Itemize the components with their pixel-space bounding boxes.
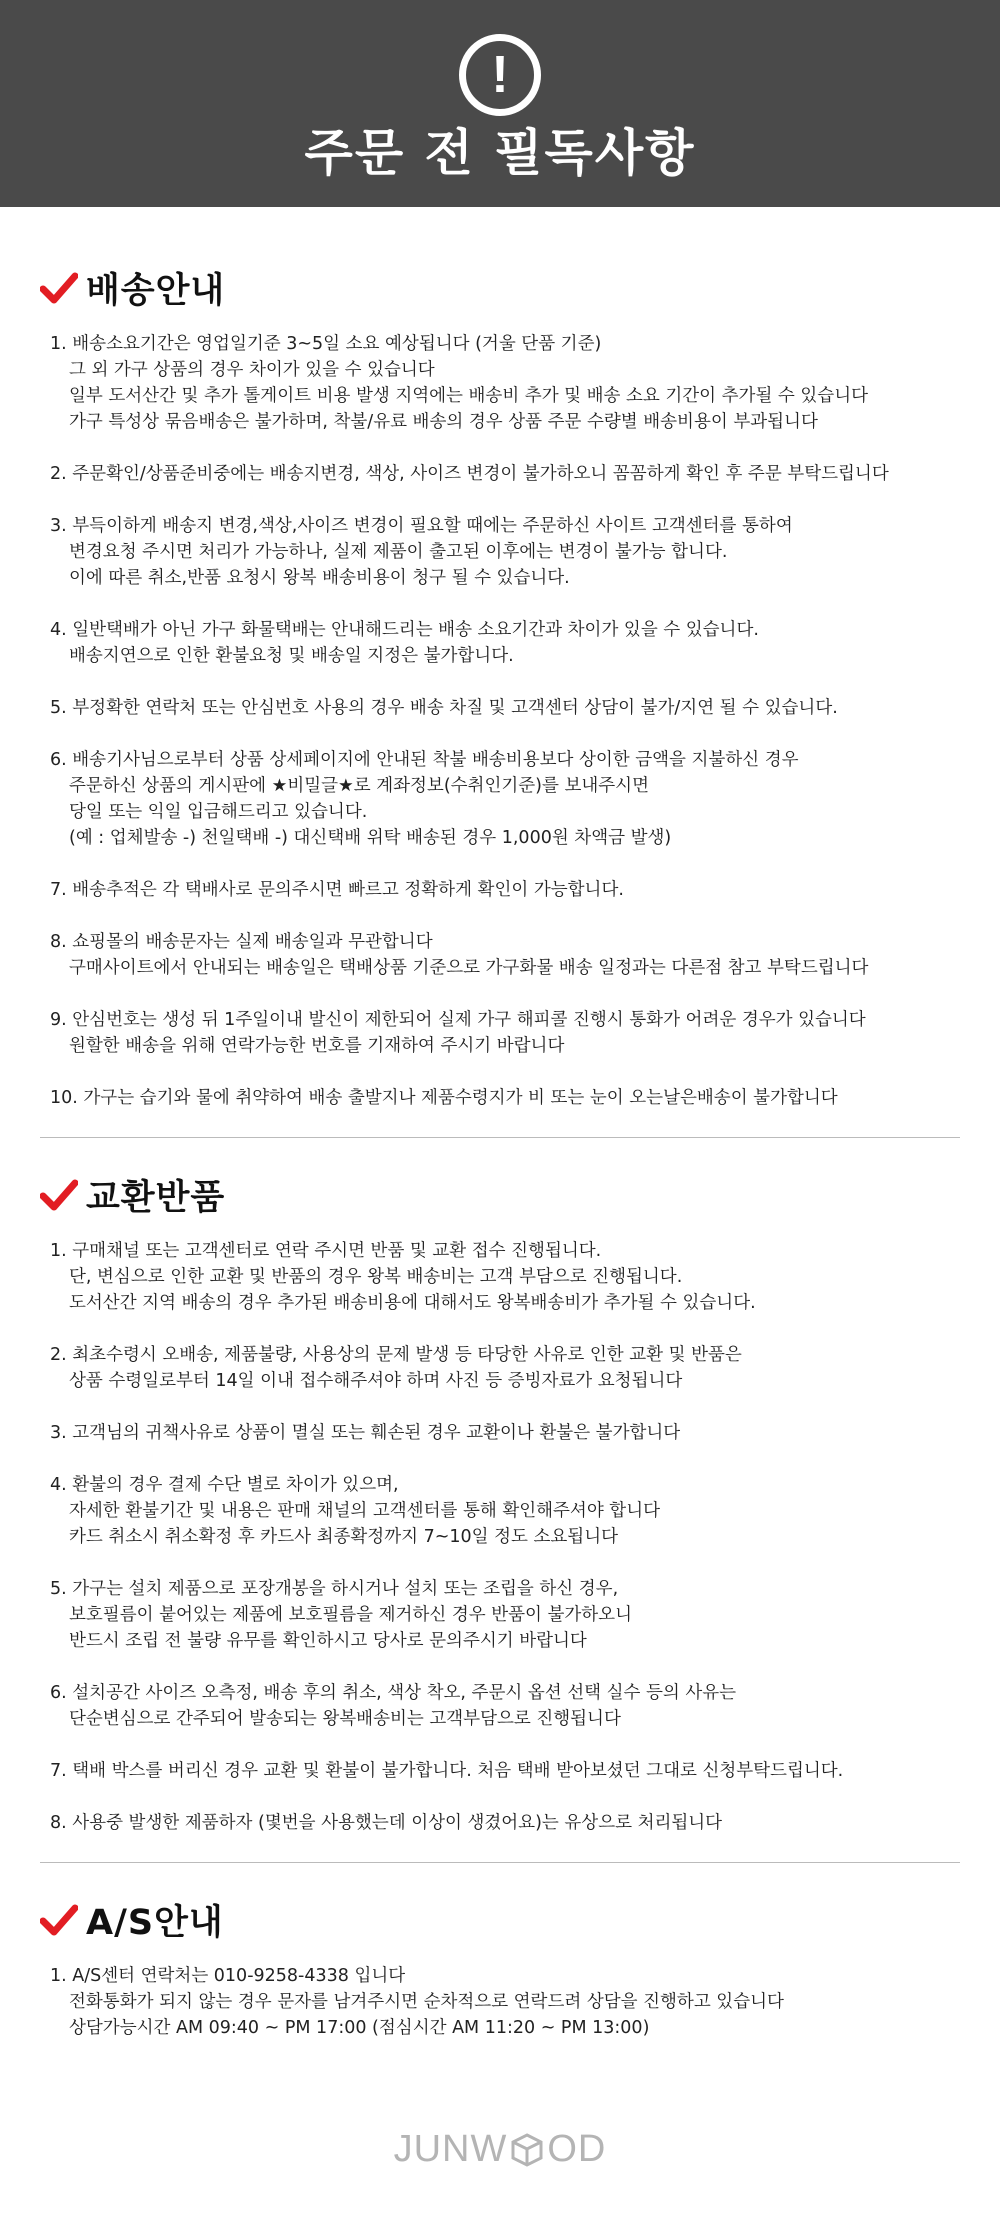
list-item-detail: 보호필름이 붙어있는 제품에 보호필름을 제거하신 경우 반품이 불가하오니	[69, 1605, 632, 1625]
list-item-text: 7. 배송추적은 각 택배사로 문의주시면 빠르고 정확하게 확인이 가능합니다.	[50, 880, 624, 900]
list-item-text: 6. 배송기사님으로부터 상품 상세페이지에 안내된 착불 배송비용보다 상이한 금액을 지불하신 경우	[50, 750, 799, 770]
list-item	[50, 1680, 960, 1732]
logo-text-right: OD	[547, 2128, 607, 2170]
notice-list	[40, 1238, 960, 1836]
list-item-detail: 주문하신 상품의 게시판에 ★비밀글★로 계좌정보(수취인기준)를 보내주시면	[69, 776, 649, 796]
list-item	[50, 1420, 960, 1446]
list-item	[50, 877, 960, 903]
list-item	[50, 617, 960, 669]
notice-list	[40, 331, 960, 1111]
list-item-detail: 자세한 환불기간 및 내용은 판매 채널의 고객센터를 통해 확인해주셔야 합니다	[69, 1501, 661, 1521]
divider	[40, 1862, 960, 1863]
list-item-text: 5. 가구는 설치 제품으로 포장개봉을 하시거나 설치 또는 조립을 하신 경우,	[50, 1579, 619, 1599]
list-item-detail: 그 외 가구 상품의 경우 차이가 있을 수 있습니다	[69, 360, 435, 380]
section-heading	[40, 263, 960, 313]
list-item-text: 10. 가구는 습기와 물에 취약하여 배송 출발지나 제품수령지가 비 또는 눈이 오는날은배송이 불가합니다	[50, 1088, 838, 1108]
checkmark-icon	[40, 1902, 78, 1938]
list-item	[50, 1342, 960, 1394]
section-heading	[40, 1895, 960, 1945]
list-item-detail: 도서산간 지역 배송의 경우 추가된 배송비용에 대해서도 왕복배송비가 추가될 수 있습니다.	[69, 1293, 756, 1313]
list-item	[50, 1576, 960, 1654]
section-title: 교환반품	[86, 1178, 226, 1218]
list-item-detail: 배송지연으로 인한 환불요청 및 배송일 지정은 불가합니다.	[69, 646, 514, 666]
list-item-text: 1. 구매채널 또는 고객센터로 연락 주시면 반품 및 교환 접수 진행됩니다.	[50, 1241, 602, 1261]
section-heading	[40, 1170, 960, 1220]
section-title: 배송안내	[86, 271, 226, 311]
list-item-text: 6. 설치공간 사이즈 오측정, 배송 후의 취소, 색상 착오, 주문시 옵션 선택 실수 등의 사유는	[50, 1683, 737, 1703]
list-item	[50, 1007, 960, 1059]
list-item	[50, 1238, 960, 1316]
divider	[40, 1137, 960, 1138]
checkmark-icon	[40, 1177, 78, 1213]
logo-text-left: JUNW	[393, 2128, 508, 2170]
notice-list	[40, 1963, 960, 2041]
list-item-text: 4. 환불의 경우 결제 수단 별로 차이가 있으며,	[50, 1475, 399, 1495]
list-item-text: 9. 안심번호는 생성 뒤 1주일이내 발신이 제한되어 실제 가구 해피콜 진행시 통화가 어려운 경우가 있습니다	[50, 1010, 866, 1030]
list-item-text: 3. 부득이하게 배송지 변경,색상,사이즈 변경이 필요할 때에는 주문하신 사이트 고객센터를 통하여	[50, 516, 793, 536]
brand-logo	[0, 2128, 1000, 2171]
list-item-detail: 카드 취소시 취소확정 후 카드사 최종확정까지 7~10일 정도 소요됩니다	[69, 1527, 619, 1547]
list-item-text: 4. 일반택배가 아닌 가구 화물택배는 안내해드리는 배송 소요기간과 차이가 있을 수 있습니다.	[50, 620, 759, 640]
list-item	[50, 1810, 960, 1836]
list-item	[50, 1085, 960, 1111]
list-item-detail: 상담가능시간 AM 09:40 ~ PM 17:00 (점심시간 AM 11:20 ~ PM 13:00)	[69, 2018, 650, 2038]
list-item-detail: 전화통화가 되지 않는 경우 문자를 남겨주시면 순차적으로 연락드려 상담을 진행하고 있습니다	[69, 1992, 784, 2012]
list-item-detail: 이에 따른 취소,반품 요청시 왕복 배송비용이 청구 될 수 있습니다.	[69, 568, 570, 588]
section-title: A/S안내	[86, 1903, 224, 1943]
section-exchange-return	[0, 1170, 1000, 1836]
section-as	[0, 1895, 1000, 2041]
checkmark-icon	[40, 270, 78, 306]
list-item-detail: 일부 도서산간 및 추가 톨게이트 비용 발생 지역에는 배송비 추가 및 배송 소요 기간이 추가될 수 있습니다	[69, 386, 869, 406]
list-item	[50, 747, 960, 851]
list-item-detail: (예 : 업체발송 -) 천일택배 -) 대신택배 위탁 배송된 경우 1,000원 차액금 발생)	[69, 828, 672, 848]
list-item	[50, 695, 960, 721]
wooden-box-icon	[509, 2132, 545, 2168]
list-item-detail: 원할한 배송을 위해 연락가능한 번호를 기재하여 주시기 바랍니다	[69, 1036, 565, 1056]
list-item-detail: 가구 특성상 묶음배송은 불가하며, 착불/유료 배송의 경우 상품 주문 수량별 배송비용이 부과됩니다	[69, 412, 818, 432]
header	[0, 0, 1000, 207]
list-item	[50, 1963, 960, 2041]
list-item-detail: 구매사이트에서 안내되는 배송일은 택배상품 기준으로 가구화물 배송 일정과는 다른점 참고 부탁드립니다	[69, 958, 869, 978]
list-item-detail: 단, 변심으로 인한 교환 및 반품의 경우 왕복 배송비는 고객 부담으로 진행됩니다.	[69, 1267, 683, 1287]
list-item	[50, 1472, 960, 1550]
list-item	[50, 513, 960, 591]
list-item-text: 1. A/S센터 연락처는 010-9258-4338 입니다	[50, 1966, 406, 1986]
exclamation-circle-icon: !	[459, 34, 541, 116]
list-item-detail: 반드시 조립 전 불량 유무를 확인하시고 당사로 문의주시기 바랍니다	[69, 1631, 587, 1651]
list-item-text: 5. 부정확한 연락처 또는 안심번호 사용의 경우 배송 차질 및 고객센터 상담이 불가/지연 될 수 있습니다.	[50, 698, 838, 718]
list-item	[50, 461, 960, 487]
list-item-text: 3. 고객님의 귀책사유로 상품이 멸실 또는 훼손된 경우 교환이나 환불은 불가합니다	[50, 1423, 681, 1443]
list-item-text: 7. 택배 박스를 버리신 경우 교환 및 환불이 불가합니다. 처음 택배 받아보셨던 그대로 신청부탁드립니다.	[50, 1761, 844, 1781]
list-item-text: 2. 주문확인/상품준비중에는 배송지변경, 색상, 사이즈 변경이 불가하오니 꼼꼼하게 확인 후 주문 부탁드립니다	[50, 464, 889, 484]
list-item-detail: 상품 수령일로부터 14일 이내 접수해주셔야 하며 사진 등 증빙자료가 요청됩니다	[69, 1371, 683, 1391]
list-item	[50, 331, 960, 435]
list-item	[50, 1758, 960, 1784]
list-item-detail: 당일 또는 익일 입금해드리고 있습니다.	[69, 802, 368, 822]
list-item	[50, 929, 960, 981]
page-title: 주문 전 필독사항	[304, 124, 696, 182]
section-shipping	[0, 263, 1000, 1111]
list-item-text: 2. 최초수령시 오배송, 제품불량, 사용상의 문제 발생 등 타당한 사유로 인한 교환 및 반품은	[50, 1345, 742, 1365]
list-item-detail: 단순변심으로 간주되어 발송되는 왕복배송비는 고객부담으로 진행됩니다	[69, 1709, 621, 1729]
list-item-detail: 변경요청 주시면 처리가 가능하나, 실제 제품이 출고된 이후에는 변경이 불가능 합니다.	[69, 542, 728, 562]
list-item-text: 8. 쇼핑몰의 배송문자는 실제 배송일과 무관합니다	[50, 932, 433, 952]
list-item-text: 1. 배송소요기간은 영업일기준 3~5일 소요 예상됩니다 (거울 단품 기준)	[50, 334, 602, 354]
list-item-text: 8. 사용중 발생한 제품하자 (몇번을 사용했는데 이상이 생겼어요)는 유상으로 처리됩니다	[50, 1813, 723, 1833]
